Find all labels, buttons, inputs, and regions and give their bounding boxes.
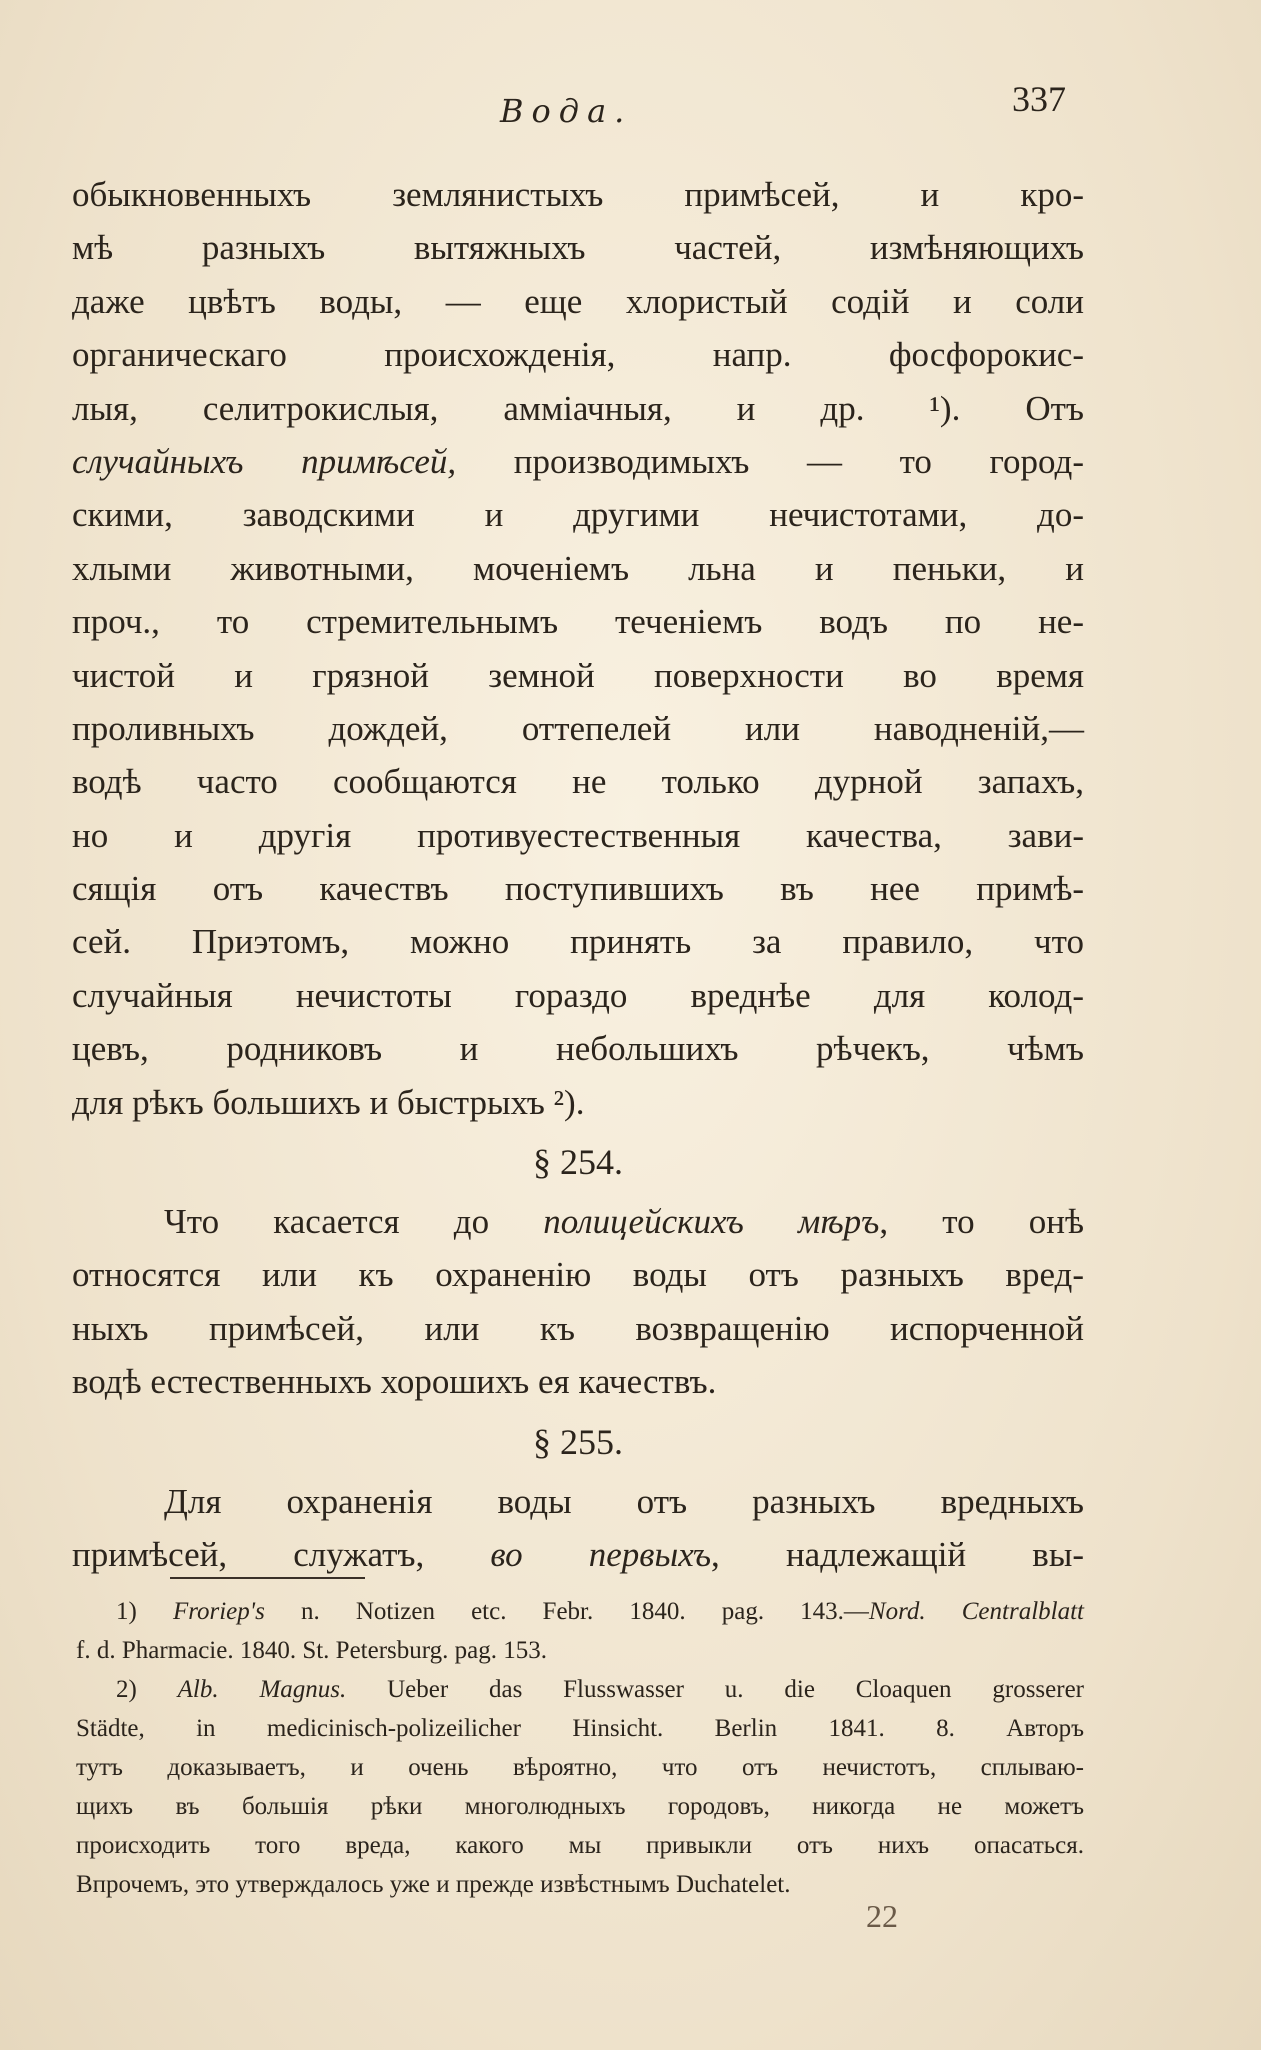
text-fragment: 1): [116, 1598, 173, 1625]
text-line: относятся или къ охраненію воды отъ разныхъ вред-: [72, 1255, 1084, 1295]
footnote-line: Städte, in medicinisch-polizeilicher Hinsicht. Berlin 1841. 8. Авторъ: [76, 1715, 1084, 1742]
text-line: водѣ часто сообщаются не только дурной запахъ,: [72, 762, 1084, 802]
section-heading-255: § 255.: [533, 1421, 623, 1462]
text-fragment: 2): [116, 1676, 178, 1703]
footnote-rule: [170, 1577, 365, 1579]
text-line: хлыми животными, моченіемъ льна и пеньки, и: [72, 548, 1084, 588]
text-line: Для охраненія воды отъ разныхъ вредныхъ: [164, 1481, 1084, 1521]
footnote-line: Впрочемъ, это утверждалось уже и прежде извѣстнымъ Duchatelet.: [76, 1871, 791, 1898]
italic-phrase: Froriep's: [172, 1598, 265, 1625]
footnote-line: происходить того вреда, какого мы привыкли отъ нихъ опасаться.: [76, 1832, 1084, 1859]
italic-phrase: полицейскихъ мѣръ: [543, 1202, 880, 1242]
text-line: даже цвѣтъ воды, — еще хлористый содій и соли: [72, 281, 1084, 321]
text-fragment: Ueber das Flusswasser u. die Cloaquen grosserer: [346, 1676, 1085, 1703]
running-head: [0, 79, 1261, 132]
text-line: цевъ, родниковъ и небольшихъ рѣчекъ, чѣмъ: [72, 1029, 1084, 1069]
text-line: для рѣкъ большихъ и быстрыхъ ²).: [72, 1082, 585, 1122]
text-fragment: производимыхъ — то город-: [456, 441, 1084, 481]
text-fragment: n. Notizen etc. Febr. 1840. pag. 143.—: [264, 1598, 869, 1625]
text-line: сящія отъ качествъ поступившихъ въ нее примѣ-: [72, 869, 1084, 909]
text-fragment: Что касается до: [164, 1202, 544, 1242]
text-line: но и другія противуестественныя качества, зави-: [72, 815, 1084, 855]
text-line: проч., то стремительнымъ теченіемъ водъ по не-: [72, 602, 1084, 642]
footnote-line: щихъ въ большія рѣки многолюдныхъ городовъ, никогда не можетъ: [76, 1793, 1084, 1820]
italic-phrase: Alb. Magnus.: [177, 1676, 347, 1703]
text-line: лыя, селитрокислыя, амміачныя, и др. ¹). Отъ: [72, 388, 1084, 428]
main-text: [72, 168, 1084, 1581]
text-fragment: , надлежащій вы-: [711, 1534, 1084, 1574]
text-line: водѣ естественныхъ хорошихъ ея качествъ.: [72, 1362, 717, 1402]
italic-phrase: во первыхъ: [490, 1534, 712, 1574]
text-line: [72, 1528, 1084, 1581]
signature-mark: 22: [866, 1898, 898, 1934]
text-line: чистой и грязной земной поверхности во время: [72, 655, 1084, 695]
footnote-line: тутъ доказываетъ, и очень вѣроятно, что отъ нечистотъ, сплываю-: [76, 1754, 1084, 1781]
text-line: обыкновенныхъ землянистыхъ примѣсей, и кро-: [72, 175, 1084, 214]
text-line: скими, заводскими и другими нечистотами, до-: [72, 495, 1084, 535]
text-fragment: примѣсей, служатъ,: [72, 1534, 491, 1574]
text-line: органическаго происхожденія, напр. фосфорокис-: [72, 335, 1084, 375]
footnote-line: [76, 1670, 1084, 1709]
text-fragment: , то онѣ: [879, 1202, 1084, 1242]
text-line: мѣ разныхъ вытяжныхъ частей, измѣняющихъ: [72, 228, 1084, 268]
italic-phrase: Nord. Centralblatt: [868, 1598, 1084, 1625]
footnote-line: [76, 1592, 1084, 1631]
italic-phrase: случайныхъ примѣсей,: [72, 441, 457, 481]
text-line: сей. Приэтомъ, можно принять за правило, что: [72, 922, 1084, 962]
text-line: ныхъ примѣсей, или къ возвращенію испорченной: [72, 1308, 1084, 1348]
text-line: проливныхъ дождей, оттепелей или наводненій,—: [72, 708, 1084, 748]
section-heading-254: § 254.: [533, 1142, 623, 1183]
text-line: [72, 1195, 1084, 1248]
footnote-line: f. d. Pharmacie. 1840. St. Petersburg. pag. 153.: [76, 1637, 547, 1664]
text-line: случайныя нечистоты гораздо вреднѣе для колод-: [72, 975, 1084, 1015]
text-line: [72, 435, 1084, 488]
running-title: Вода.: [500, 92, 633, 130]
page-number: 337: [1012, 79, 1066, 119]
footnotes: [76, 1592, 1084, 1904]
